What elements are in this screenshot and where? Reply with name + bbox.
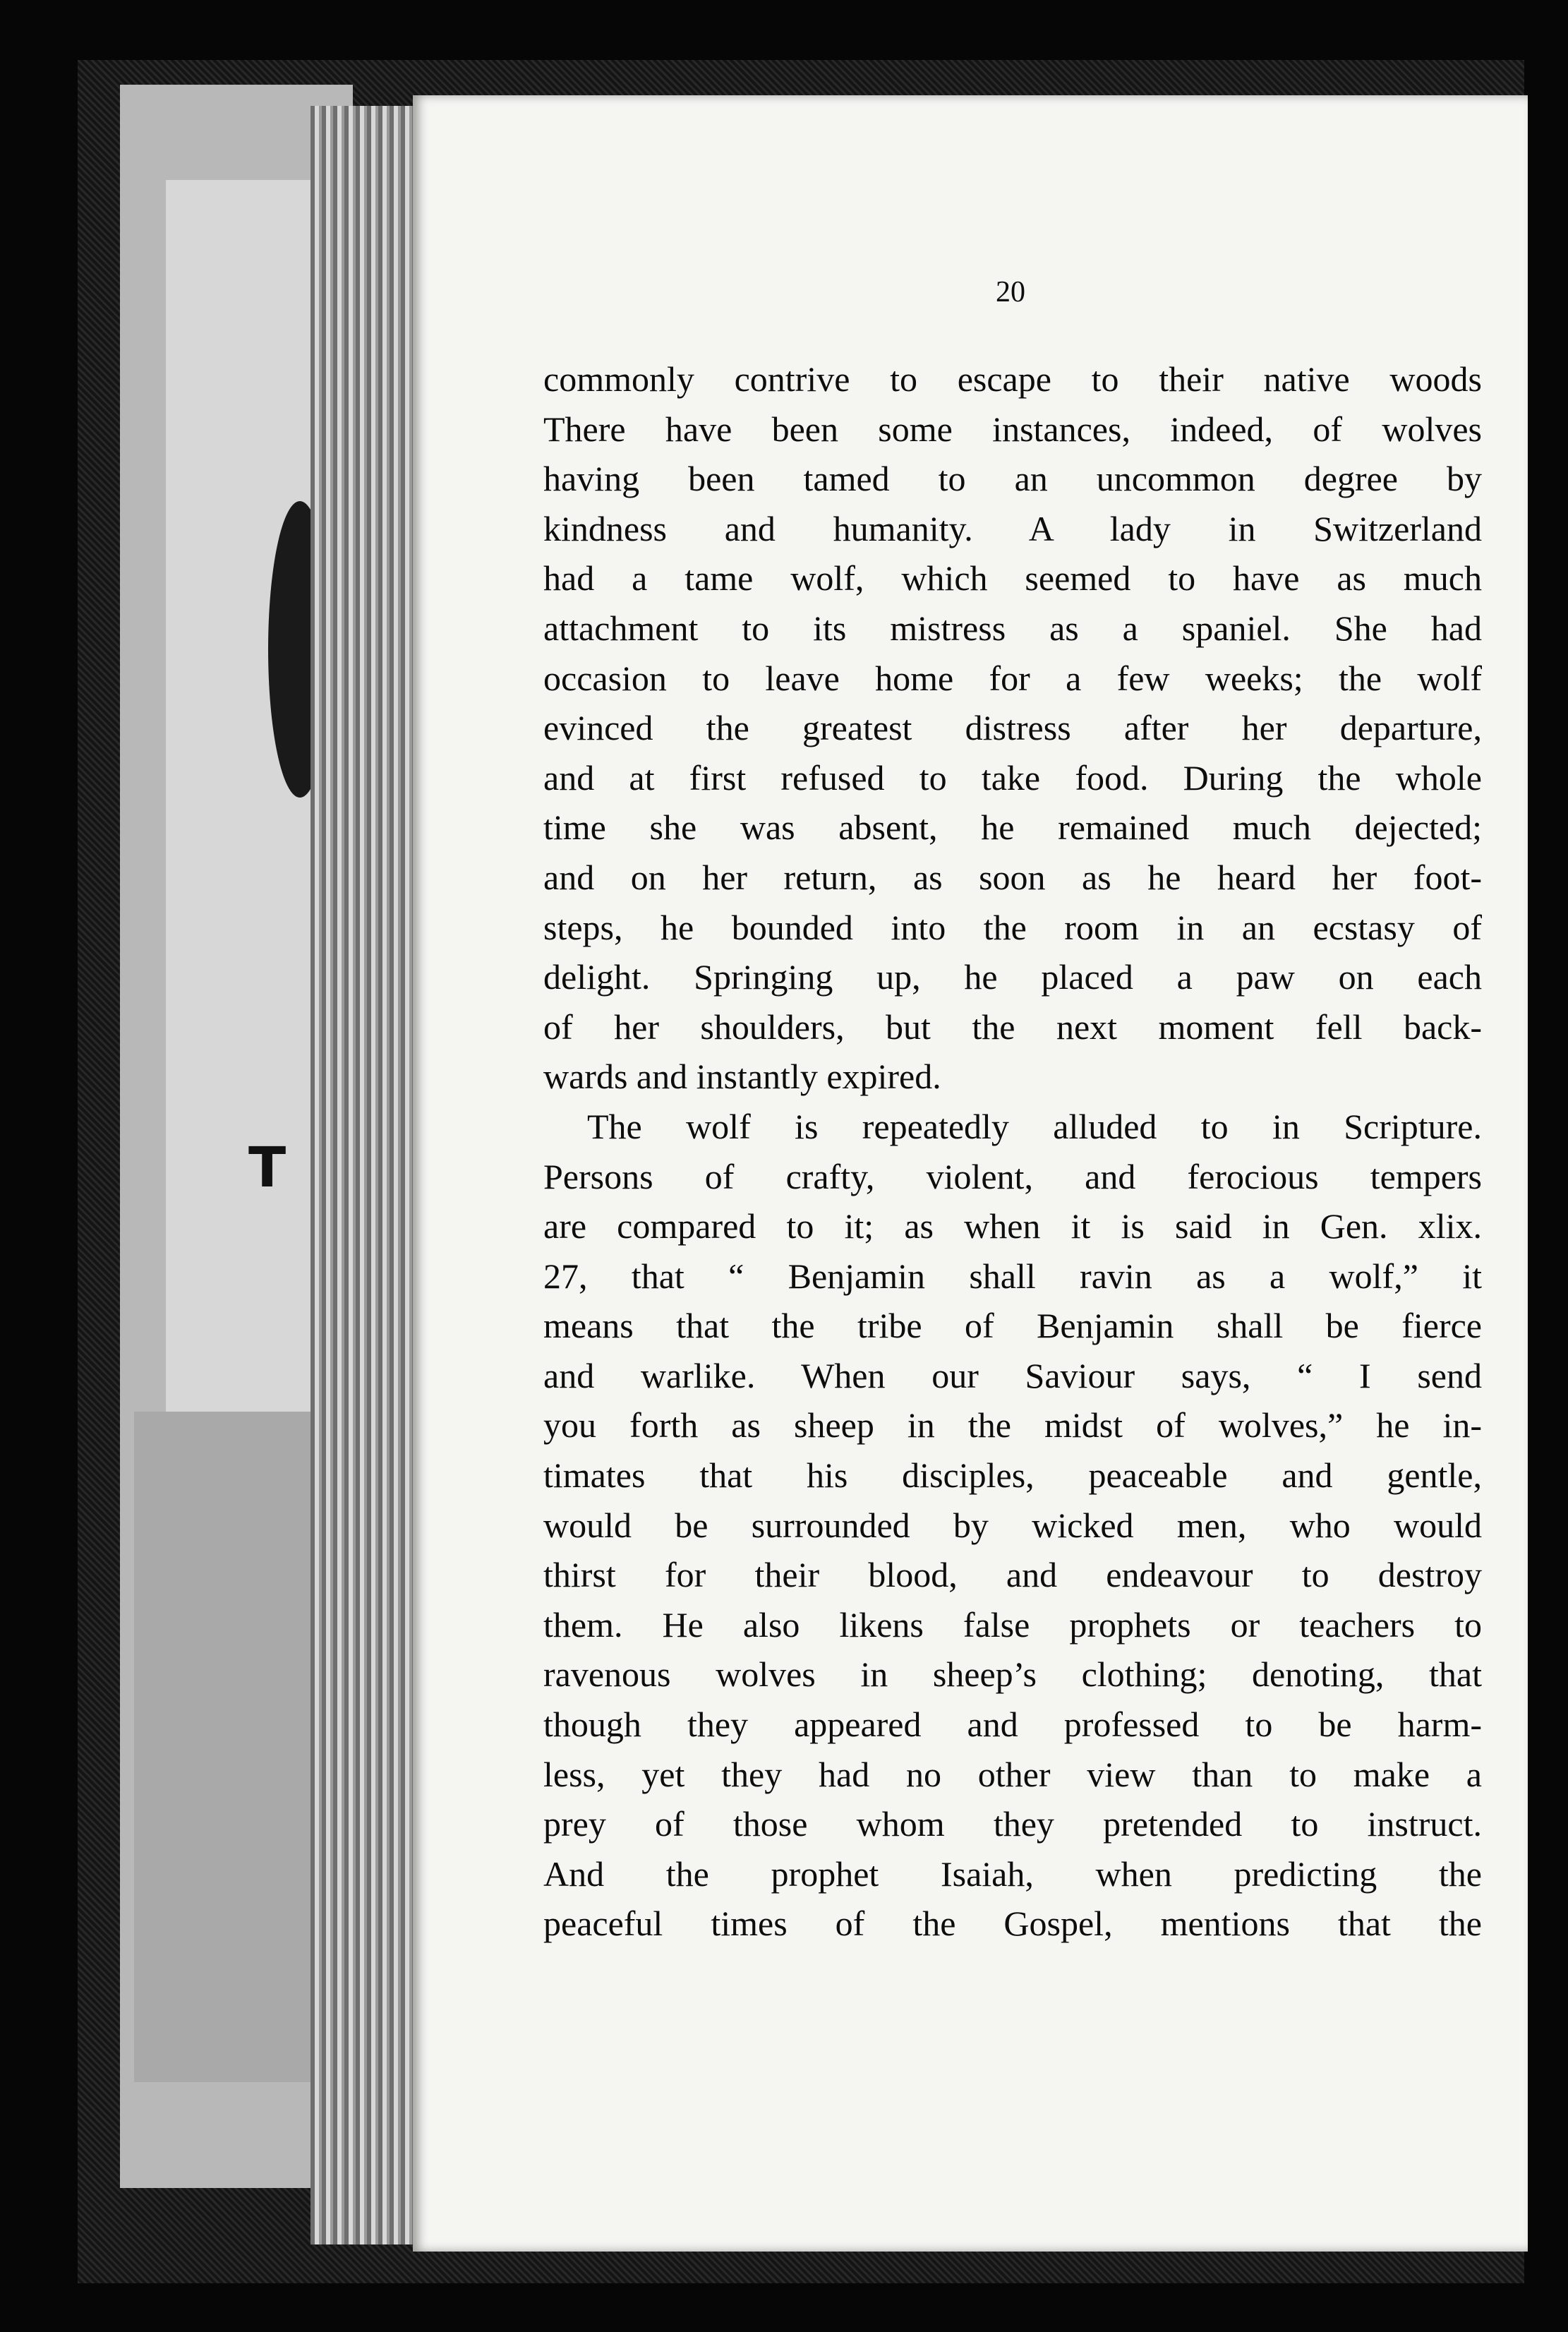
- facing-page-lower: [134, 1412, 310, 2082]
- text-line: having been tamed to an uncommon degree by: [543, 459, 1482, 499]
- text-line: you forth as sheep in the midst of wolves,” he in-: [543, 1405, 1482, 1446]
- text-line: steps, he bounded into the room in an ecstasy of: [543, 907, 1482, 947]
- text-line: and on her return, as soon as he heard her foot-: [543, 857, 1482, 897]
- text-line: time she was absent, he remained much dejected;: [543, 807, 1482, 848]
- text-line: had a tame wolf, which seemed to have as much: [543, 558, 1482, 599]
- text-line: occasion to leave home for a few weeks; the wolf: [543, 658, 1482, 698]
- text-line: commonly contrive to escape to their native woods: [543, 359, 1482, 399]
- text-line: 27, that “ Benjamin shall ravin as a wolf,” it: [543, 1256, 1482, 1296]
- text-line: kindness and humanity. A lady in Switzerland: [543, 508, 1482, 548]
- text-line: attachment to its mistress as a spaniel. She had: [543, 608, 1482, 648]
- text-line: The wolf is repeatedly alluded to in Scripture.: [587, 1106, 1482, 1146]
- text-line: though they appeared and professed to be harm-: [543, 1705, 1482, 1745]
- text-line: less, yet they had no other view than to make a: [543, 1754, 1482, 1794]
- text-line: delight. Springing up, he placed a paw on each: [543, 957, 1482, 997]
- text-line: are compared to it; as when it is said in Gen. xlix.: [543, 1206, 1482, 1246]
- text-line: and warlike. When our Saviour says, “ I send: [543, 1355, 1482, 1395]
- text-line: ravenous wolves in sheep’s clothing; denoting, that: [543, 1654, 1482, 1695]
- paragraph: [543, 1102, 1482, 1949]
- text-line: means that the tribe of Benjamin shall be fierce: [543, 1306, 1482, 1346]
- page-edges: [310, 106, 416, 2244]
- text-line: thirst for their blood, and endeavour to destroy: [543, 1555, 1482, 1595]
- text-line: of her shoulders, but the next moment fell back-: [543, 1006, 1482, 1047]
- text-line: There have been some instances, indeed, of wolves: [543, 409, 1482, 449]
- body-text: [543, 354, 1482, 1949]
- text-line: wards and instantly expired.: [543, 1057, 941, 1097]
- text-line: And the prophet Isaiah, when predicting the: [543, 1853, 1482, 1894]
- text-line: and at first refused to take food. During the whole: [543, 757, 1482, 798]
- text-line: evinced the greatest distress after her departure,: [543, 708, 1482, 748]
- text-line: would be surrounded by wicked men, who would: [543, 1505, 1482, 1545]
- facing-page-text-fragment: T: [248, 1136, 288, 1200]
- text-line: them. He also likens false prophets or teachers to: [543, 1604, 1482, 1645]
- text-line: prey of those whom they pretended to instruct.: [543, 1804, 1482, 1844]
- text-line: timates that his disciples, peaceable and gentle,: [543, 1455, 1482, 1496]
- paragraph: [543, 354, 1482, 1102]
- page-number: 20: [996, 276, 1025, 308]
- text-line: peaceful times of the Gospel, mentions that the: [543, 1904, 1482, 1944]
- text-line: Persons of crafty, violent, and ferocious tempers: [543, 1156, 1482, 1196]
